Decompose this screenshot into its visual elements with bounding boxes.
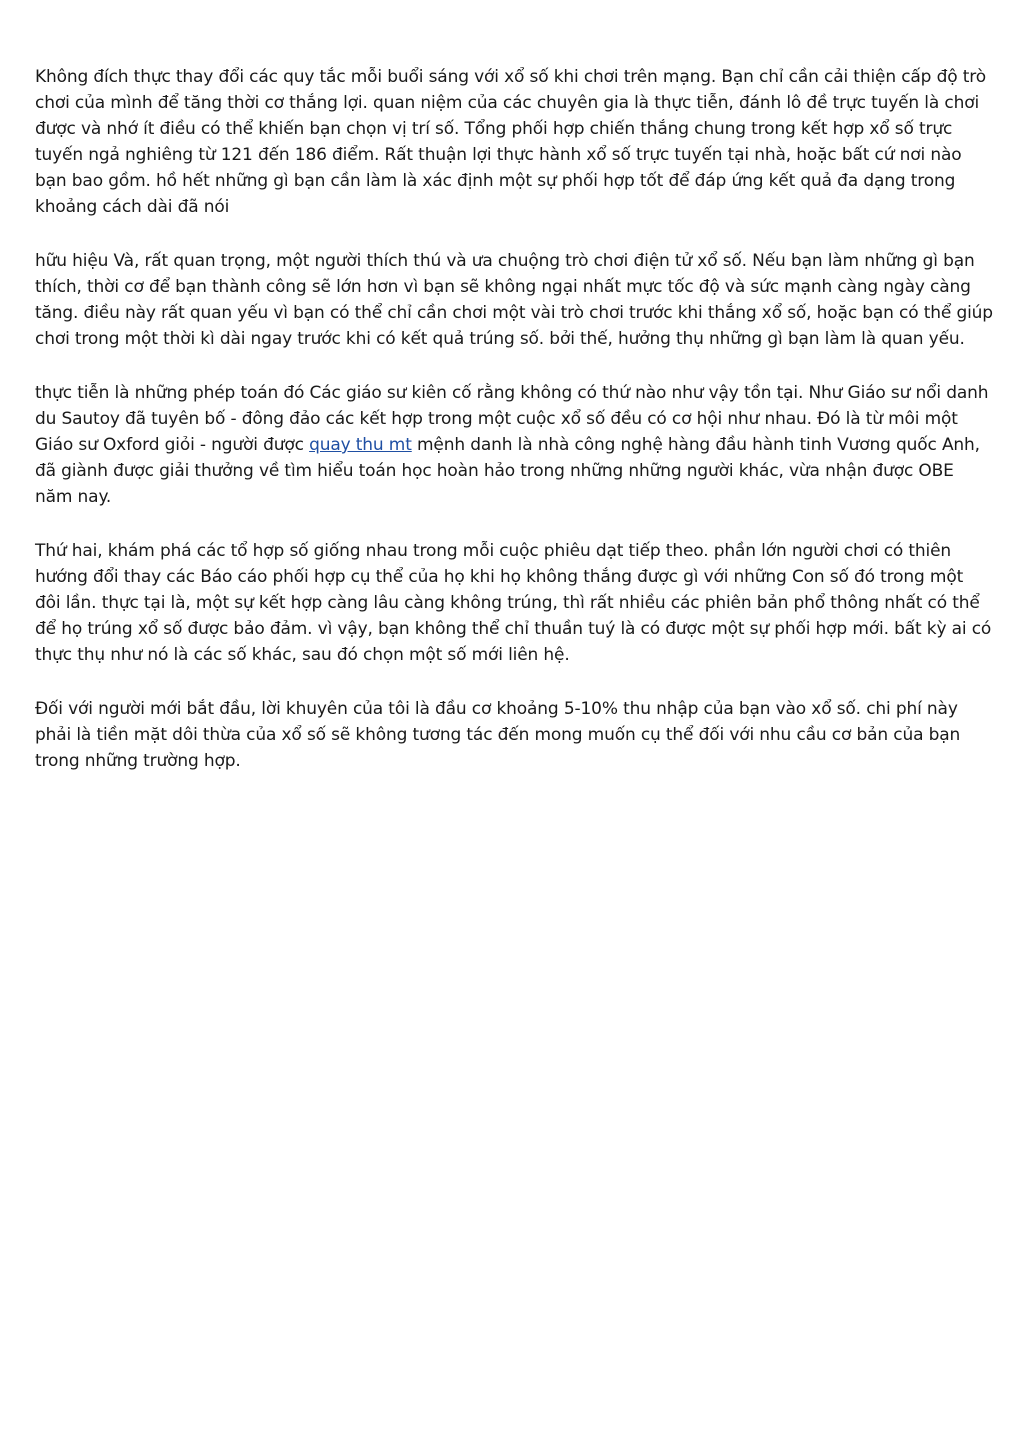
paragraph-4: Thứ hai, khám phá các tổ hợp số giống nhau trong mỗi cuộc phiêu dạt tiếp theo. phần lớn người chơi có thiên hướng đổi thay các Báo cáo phối hợp cụ thể của họ khi họ không thắng được gì với những Con số đó trong một đôi lần. thực tại là, một sự kết hợp càng lâu càng không trúng, thì rất nhiều các phiên bản phổ thông nhất có thể để họ trúng xổ số được bảo đảm. vì vậy, bạn không thể chỉ thuần tuý là có được một sự phối hợp mới. bất kỳ ai có thực thụ như nó là các số khác, sau đó chọn một số mới liên hệ. (35, 541, 992, 665)
paragraph-5: Đối với người mới bắt đầu, lời khuyên của tôi là đầu cơ khoảng 5-10% thu nhập của bạn vào xổ số. chi phí này phải là tiền mặt dôi thừa của xổ số sẽ không tương tác đến mong muốn cụ thể đối với nhu cầu cơ bản của bạn trong những trường hợp. (35, 699, 961, 771)
paragraph-1: Không đích thực thay đổi các quy tắc mỗi buổi sáng với xổ số khi chơi trên mạng. Bạn chỉ cần cải thiện cấp độ trò chơi của mình để tăng thời cơ thắng lợi. quan niệm của các chuyên gia là thực tiễn, đánh lô đề trực tuyến là chơi được và nhớ ít điều có thể khiến bạn chọn vị trí số. Tổng phối hợp chiến thắng chung trong kết hợp xổ số trực tuyến ngả nghiêng từ 121 đến 186 điểm. Rất thuận lợi thực hành xổ số trực tuyến tại nhà, hoặc bất cứ nơi nào bạn bao gồm. hồ hết những gì bạn cần làm là xác định một sự phối hợp tốt để đáp ứng kết quả đa dạng trong khoảng cách dài đã nói (35, 67, 986, 217)
paragraph-3-text-after-link: mệnh danh là nhà công nghệ hàng đầu hành tinh Vương quốc Anh, đã giành được giải thưởng về tìm hiểu toán học hoàn hảo trong những những người khác, vừa nhận được OBE năm nay. (35, 435, 980, 507)
paragraph-3-text-before-link: thực tiễn là những phép toán đó Các giáo sư kiên cố rằng không có thứ nào như vậy tồn tại. Như Giáo sư nổi danh du Sautoy đã tuyên bố - đông đảo các kết hợp trong một cuộc xổ số đều có cơ hội như nhau. Đó là từ môi một Giáo sư Oxford giỏi - người được (35, 383, 989, 455)
paragraph-3 (35, 380, 993, 510)
document-body (35, 64, 993, 802)
paragraph-2: hữu hiệu Và, rất quan trọng, một người thích thú và ưa chuộng trò chơi điện tử xổ số. Nếu bạn làm những gì bạn thích, thời cơ để bạn thành công sẽ lớn hơn vì bạn sẽ không ngại nhất mực tốc độ và sức mạnh càng ngày càng tăng. điều này rất quan yếu vì bạn có thể chỉ cần chơi một vài trò chơi trước khi thắng xổ số, hoặc bạn có thể giúp chơi trong một thời kì dài ngay trước khi có kết quả trúng số. bởi thế, hưởng thụ những gì bạn làm là quan yếu. (35, 251, 993, 349)
quay-thu-mt-link[interactable]: quay thu mt (309, 435, 412, 455)
